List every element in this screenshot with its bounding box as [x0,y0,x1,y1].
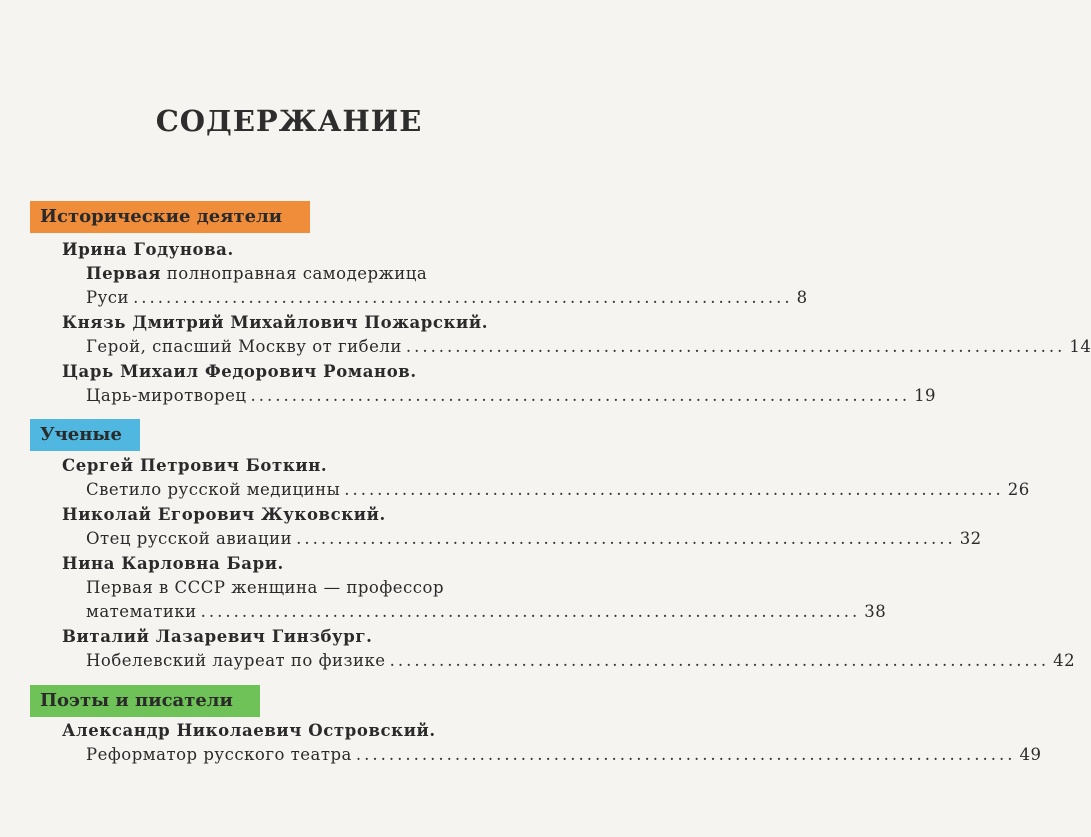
page-number: 38 [864,602,887,621]
entry-line [86,602,887,621]
entry-subtitle-text: Царь-миротворец [86,386,247,405]
dot-leader: ................................................................................ [296,529,956,548]
page-number: 8 [796,288,808,307]
dot-leader: ................................................................................ [389,651,1050,670]
entry-line [86,480,1030,499]
page-number: 49 [1019,745,1042,764]
dot-leader: ................................................................................ [405,337,1066,356]
entry-line [86,337,1091,356]
page-number: 14 [1069,337,1091,356]
dot-leader: ................................................................................ [250,386,911,405]
section-band-scientists: Ученые [30,419,140,451]
entry-subtitle-text: Руси [86,288,130,307]
entry-subtitle-text: полноправная самодержица [160,264,428,283]
page-number: 26 [1007,480,1030,499]
entry-name: Нина Карловна Бари. [62,554,284,573]
entry-name: Виталий Лазаревич Гинзбург. [62,627,373,646]
section-band-writers: Поэты и писатели [30,685,260,717]
entry-name: Князь Дмитрий Михайлович Пожарский. [62,313,489,332]
entry-line [86,288,808,307]
entry-line [86,529,982,548]
entry-subtitle-text: математики [86,602,197,621]
entry-subtitle-bold: Первая [86,264,161,283]
dot-leader: ................................................................................ [133,288,793,307]
entry-line [86,386,937,405]
page-title: СОДЕРЖАНИЕ [155,104,423,138]
entry-subtitle: Первая в СССР женщина — профессор [86,578,445,597]
dot-leader: ................................................................................ [355,745,1016,764]
page-number: 32 [959,529,982,548]
entry-subtitle-text: Светило русской медицины [86,480,341,499]
entry-subtitle [86,264,538,283]
entry-name: Сергей Петрович Боткин. [62,456,328,475]
entry-subtitle-text: Герой, спасший Москву от гибели [86,337,402,356]
entry-subtitle-text: Реформатор русского театра [86,745,352,764]
dot-leader: ................................................................................ [200,602,861,621]
page-number: 19 [914,386,937,405]
entry-subtitle-text: Отец русской авиации [86,529,293,548]
section-band-historical: Исторические деятели [30,201,310,233]
dot-leader: ................................................................................ [344,480,1004,499]
page-number: 42 [1053,651,1076,670]
entry-name: Ирина Годунова. [62,240,234,259]
entry-name: Александр Николаевич Островский. [62,721,436,740]
entry-name: Царь Михаил Федорович Романов. [62,362,417,381]
entry-line [86,745,1042,764]
entry-line [86,651,1076,670]
entry-name: Николай Егорович Жуковский. [62,505,386,524]
entry-subtitle-text: Нобелевский лауреат по физике [86,651,386,670]
